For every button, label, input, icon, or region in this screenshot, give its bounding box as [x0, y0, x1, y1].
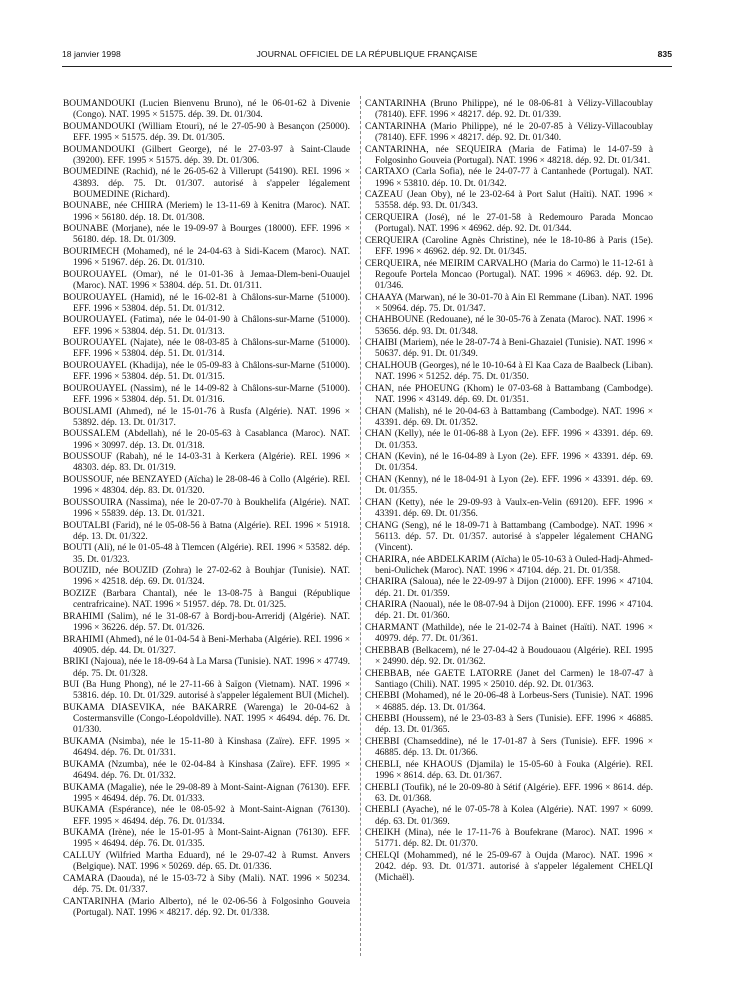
register-entry: BOUSSOUF, née BENZAYED (Aïcha) le 28-08-46 à Collo (Algérie). REI. 1996 × 48304. dép. 83. Dt. 01/320. [63, 474, 350, 497]
register-entry: BOUROUAYEL (Najate), née le 08-03-85 à Châlons-sur-Marne (51000). EFF. 1996 × 53804. dép. 51. Dt. 01/314. [63, 338, 350, 360]
register-entry: CHEBLI (Ayache), né le 07-05-78 à Kolea (Algérie). NAT. 1997 × 6099. dép. 63. Dt. 01/369. [365, 805, 653, 827]
register-entry: CHAN (Kelly), née le 01-06-88 à Lyon (2e). EFF. 1996 × 43391. dép. 69. Dt. 01/353. [365, 429, 653, 451]
register-entry: BOUMANDOUKI (Lucien Bienvenu Bruno), né le 06-01-62 à Divenie (Congo). NAT. 1995 × 51575. dép. 39. Dt. 01/304. [63, 99, 350, 121]
register-entry: BOUNABE (Morjane), née le 19-09-97 à Bourges (18000). EFF. 1996 × 56180. dép. 18. Dt. 01/309. [63, 224, 350, 246]
register-entry: BRAHIMI (Salim), né le 31-08-67 à Bordj-bou-Arreridj (Algérie). NAT. 1996 × 36226. dép. 57. Dt. 01/326. [63, 611, 350, 633]
register-entry: BRAHIMI (Ahmed), né le 01-04-54 à Beni-Merhaba (Algérie). REI. 1996 × 40905. dép. 44. Dt. 01/327. [63, 634, 350, 656]
register-entry: CHAN (Ketty), née le 29-09-93 à Vaulx-en-Velin (69120). EFF. 1996 × 43391. dép. 69. Dt. 01/356. [365, 497, 653, 519]
register-entry: CHELQI (Mohammed), né le 25-09-67 à Oujda (Maroc). NAT. 1996 × 2042. dép. 93. Dt. 01/371. autorisé à s'appeler légalement CHELQI (Michaël). [365, 850, 653, 884]
register-entry: CAZEAU (Jean Oby), né le 23-02-64 à Port Salut (Haïti). NAT. 1996 × 53558. dép. 93. Dt. 01/343. [365, 190, 653, 212]
register-entry: BOUROUAYEL (Hamid), né le 16-02-81 à Châlons-sur-Marne (51000). EFF. 1996 × 53804. dép. 51. Dt. 01/312. [63, 292, 350, 314]
register-entry: BOUROUAYEL (Khadija), née le 05-09-83 à Châlons-sur-Marne (51000). EFF. 1996 × 53804. dép. 51. Dt. 01/315. [63, 360, 350, 383]
register-entry: BRIKI (Najoua), née le 18-09-64 à La Marsa (Tunisie). NAT. 1996 × 47749. dép. 75. Dt. 01/328. [63, 657, 350, 679]
register-entry: BUKAMA DIASEVIKA, née BAKARRE (Warenga) le 20-04-62 à Costermansville (Congo-Léopoldville). NAT. 1995 × 46494. dép. 76. Dt. 01/330. [63, 702, 350, 736]
register-entry: BOUROUAYEL (Omar), né le 01-01-36 à Jemaa-Dlem-beni-Ouaujel (Maroc). NAT. 1996 × 53804. dép. 51. Dt. 01/311. [63, 269, 350, 291]
register-entry: BOUMEDINE (Rachid), né le 26-05-62 à Villerupt (54190). REI. 1996 × 43893. dép. 75. Dt. 01/307. autorisé à s'appeler légalement BOUMEDINE (Richard). [63, 167, 350, 200]
register-entry: CANTARINHA (Mario Philippe), né le 20-07-85 à Vélizy-Villacoublay (78140). EFF. 1996 × 48217. dép. 92. Dt. 01/340. [365, 121, 653, 143]
register-entry: BOUNABE, née CHIIRA (Meriem) le 13-11-69 à Kenitra (Maroc). NAT. 1996 × 56180. dép. 18. Dt. 01/308. [63, 201, 350, 223]
register-entry: CAMARA (Daouda), né le 15-03-72 à Siby (Mali). NAT. 1996 × 50234. dép. 75. Dt. 01/337. [63, 873, 350, 895]
register-entry: CHAN (Malish), né le 20-04-63 à Battambang (Cambodge). NAT. 1996 × 43391. dép. 69. Dt. 01/352. [365, 406, 653, 428]
register-entry: CHARIRA (Naoual), née le 08-07-94 à Dijon (21000). EFF. 1996 × 47104. dép. 21. Dt. 01/360. [365, 600, 653, 622]
register-entry: BOZIZE (Barbara Chantal), née le 13-08-75 à Bangui (République centrafricaine). NAT. 1996 × 51957. dép. 78. Dt. 01/325. [63, 588, 350, 611]
register-entry: CHARIRA, née ABDELKARIM (Aïcha) le 05-10-63 à Ouled-Hadj-Ahmed-beni-Oulichek (Maroc). NAT. 1996 × 47104. dép. 21. Dt. 01/358. [365, 554, 653, 576]
register-entry: BUI (Ba Hung Phong), né le 27-11-66 à Saïgon (Vietnam). NAT. 1996 × 53816. dép. 10. Dt. 01/329. autorisé à s'appeler légalement BUI (Michel). [63, 680, 350, 702]
register-entry: BOUSSOUIRA (Nassima), née le 20-07-70 à Boukhelifa (Algérie). NAT. 1996 × 55839. dép. 13. Dt. 01/321. [63, 497, 350, 519]
register-entry: CARTAXO (Carla Sofia), née le 24-07-77 à Cantanhede (Portugal). NAT. 1996 × 53810. dép. 10. Dt. 01/342. [365, 167, 653, 189]
register-entry: CERQUEIRA (José), né le 27-01-58 à Redemouro Parada Moncao (Portugal). NAT. 1996 × 46962. dép. 92. Dt. 01/344. [365, 212, 653, 235]
register-entry: BOUTI (Ali), né le 01-05-48 à Tlemcen (Algérie). REI. 1996 × 53582. dép. 35. Dt. 01/323. [63, 543, 350, 565]
register-entry: BUKAMA (Irène), née le 15-01-95 à Mont-Saint-Aignan (76130). EFF. 1995 × 46494. dép. 76. Dt. 01/335. [63, 828, 350, 850]
register-entry: BUKAMA (Espérance), née le 08-05-92 à Mont-Saint-Aignan (76130). EFF. 1995 × 46494. dép. 76. Dt. 01/334. [63, 805, 350, 827]
register-entry: BOUSLAMI (Ahmed), né le 15-01-76 à Rusfa (Algérie). NAT. 1996 × 53892. dép. 13. Dt. 01/317. [63, 406, 350, 428]
register-entry: CHAN, née PHOEUNG (Khom) le 07-03-68 à Battambang (Cambodge). NAT. 1996 × 43149. dép. 69. Dt. 01/351. [365, 383, 653, 405]
register-entry: CHALHOUB (Georges), né le 10-10-64 à El Kaa Caza de Baalbeck (Liban). NAT. 1996 × 51252. dép. 75. Dt. 01/350. [365, 360, 654, 383]
register-entry: CHEBLI, née KHAOUS (Djamila) le 15-05-60 à Fouka (Algérie). REI. 1996 × 8614. dép. 63. Dt. 01/367. [365, 759, 653, 781]
register-entry: BOUZID, née BOUZID (Zohra) le 27-02-62 à Bouhjar (Tunisie). NAT. 1996 × 42518. dép. 69. Dt. 01/324. [63, 566, 350, 588]
register-entry: BOUSSOUF (Rabah), né le 14-03-31 à Kerkera (Algérie). REI. 1996 × 48303. dép. 83. Dt. 01/319. [63, 452, 350, 474]
register-entry: CHAAYA (Marwan), né le 30-01-70 à Ain El Remmane (Liban). NAT. 1996 × 50964. dép. 75. Dt. 01/347. [365, 292, 653, 314]
register-entry: CALLUY (Wilfried Martha Eduard), né le 29-07-42 à Rumst. Anvers (Belgique). NAT. 1996 × 50269. dép. 65. Dt. 01/336. [63, 850, 350, 873]
register-entry: CHEIKH (Mina), née le 17-11-76 à Boufekrane (Maroc). NAT. 1996 × 51771. dép. 82. Dt. 01/370. [365, 828, 653, 850]
register-entry: CHEBBI (Houssem), né le 23-03-83 à Sers (Tunisie). EFF. 1996 × 46885. dép. 13. Dt. 01/365. [365, 714, 653, 736]
register-entry: CHAN (Kenny), né le 18-04-91 à Lyon (2e). EFF. 1996 × 43391. dép. 69. Dt. 01/355. [365, 474, 653, 497]
register-entry: CERQUEIRA, née MEIRIM CARVALHO (Maria do Carmo) le 11-12-61 à Regoufe Portela Moncao (Portugal). NAT. 1996 × 46963. dép. 92. Dt. 01/346. [365, 258, 653, 291]
register-entry: BUKAMA (Magalie), née le 29-08-89 à Mont-Saint-Aignan (76130). EFF. 1995 × 46494. dép. 76. Dt. 01/333. [63, 782, 350, 804]
issue-date: 18 janvier 1998 [62, 49, 121, 59]
journal-title: JOURNAL OFFICIEL DE LA RÉPUBLIQUE FRANÇAISE [256, 49, 478, 59]
register-entry: CHAIBI (Mariem), née le 28-07-74 à Beni-Ghazaiel (Tunisie). NAT. 1996 × 50637. dép. 91. Dt. 01/349. [365, 338, 653, 360]
register-entry: CHANG (Seng), né le 18-09-71 à Battambang (Cambodge). NAT. 1996 × 56113. dép. 57. Dt. 01/357. autorisé à s'appeler légalement CHANG (Vincent). [365, 520, 653, 553]
register-entry: BOUROUAYEL (Fatima), née le 04-01-90 à Châlons-sur-Marne (51000). EFF. 1996 × 53804. dép. 51. Dt. 01/313. [63, 315, 350, 337]
register-entry: BOUMANDOUKI (Gilbert George), né le 27-03-97 à Saint-Claude (39200). EFF. 1995 × 51575. dép. 39. Dt. 01/306. [63, 144, 350, 166]
register-entry: CHEBBAB (Belkacem), né le 27-04-42 à Boudouaou (Algérie). REI. 1995 × 24990. dép. 92. Dt. 01/362. [365, 645, 653, 667]
register-entry: CHARMANT (Mathilde), née le 21-02-74 à Bainet (Haïti). NAT. 1996 × 40979. dép. 77. Dt. 01/361. [365, 622, 653, 645]
register-entry: CHEBBI (Mohamed), né le 20-06-48 à Lorbeus-Sers (Tunisie). NAT. 1996 × 46885. dép. 13. Dt. 01/364. [365, 691, 653, 713]
header-rule [62, 66, 672, 67]
register-entry: BOUTALBI (Farid), né le 05-08-56 à Batna (Algérie). REI. 1996 × 51918. dép. 13. Dt. 01/322. [63, 520, 350, 542]
right-column [365, 99, 653, 885]
register-entry: BUKAMA (Nsimba), née le 15-11-80 à Kinshasa (Zaïre). EFF. 1995 × 46494. dép. 76. Dt. 01/331. [63, 736, 350, 759]
column-separator [360, 96, 361, 956]
register-entry: BOURIMECH (Mohamed), né le 24-04-63 à Sidi-Kacem (Maroc). NAT. 1996 × 51967. dép. 26. Dt. 01/310. [63, 246, 350, 269]
register-entry: CANTARINHA (Mario Alberto), né le 02-06-56 à Folgosinho Gouveia (Portugal). NAT. 1996 × 48217. dép. 92. Dt. 01/338. [63, 896, 350, 918]
register-entry: BUKAMA (Nzumba), née le 02-04-84 à Kinshasa (Zaïre). EFF. 1995 × 46494. dép. 76. Dt. 01/332. [63, 759, 350, 781]
register-entry: CANTARINHA, née SEQUEIRA (Maria de Fatima) le 14-07-59 à Folgosinho Gouveia (Portugal). NAT. 1996 × 48218. dép. 92. Dt. 01/341. [365, 144, 653, 166]
page-header [62, 49, 672, 63]
register-entry: BOUMANDOUKI (William Etouri), né le 27-05-90 à Besançon (25000). EFF. 1995 × 51575. dép. 39. Dt. 01/305. [63, 121, 350, 143]
register-entry: CANTARINHA (Bruno Philippe), né le 08-06-81 à Vélizy-Villacoublay (78140). EFF. 1996 × 48217. dép. 92. Dt. 01/339. [365, 99, 653, 121]
register-entry: BOUSSALEM (Abdellah), né le 20-05-63 à Casablanca (Maroc). NAT. 1996 × 30997. dép. 13. Dt. 01/318. [63, 429, 350, 451]
left-column [63, 99, 350, 919]
register-entry: CHEBBAB, née GAETE LATORRE (Janet del Carmen) le 18-07-47 à Santiago (Chili). NAT. 1995 × 25010. dép. 92. Dt. 01/363. [365, 668, 653, 690]
register-entry: CHAN (Kevin), né le 16-04-89 à Lyon (2e). EFF. 1996 × 43391. dép. 69. Dt. 01/354. [365, 452, 653, 474]
register-entry: CHEBLI (Toufik), né le 20-09-80 à Sétif (Algérie). EFF. 1996 × 8614. dép. 63. Dt. 01/368. [365, 782, 653, 804]
register-entry: CHEBBI (Chamseddine), né le 17-01-87 à Sers (Tunisie). EFF. 1996 × 46885. dép. 13. Dt. 01/366. [365, 736, 653, 759]
register-entry: BOUROUAYEL (Nassim), né le 14-09-82 à Châlons-sur-Marne (51000). EFF. 1996 × 53804. dép. 51. Dt. 01/316. [63, 383, 350, 405]
register-entry: CERQUEIRA (Caroline Agnès Christine), née le 18-10-86 à Paris (15e). EFF. 1996 × 46962. dép. 92. Dt. 01/345. [365, 235, 653, 257]
register-entry: CHAHBOUNE (Redouane), né le 30-05-76 à Zenata (Maroc). NAT. 1996 × 53656. dép. 93. Dt. 01/348. [365, 315, 653, 337]
page-number: 835 [657, 49, 672, 59]
register-entry: CHARIRA (Saloua), née le 22-09-97 à Dijon (21000). EFF. 1996 × 47104. dép. 21. Dt. 01/359. [365, 577, 653, 599]
